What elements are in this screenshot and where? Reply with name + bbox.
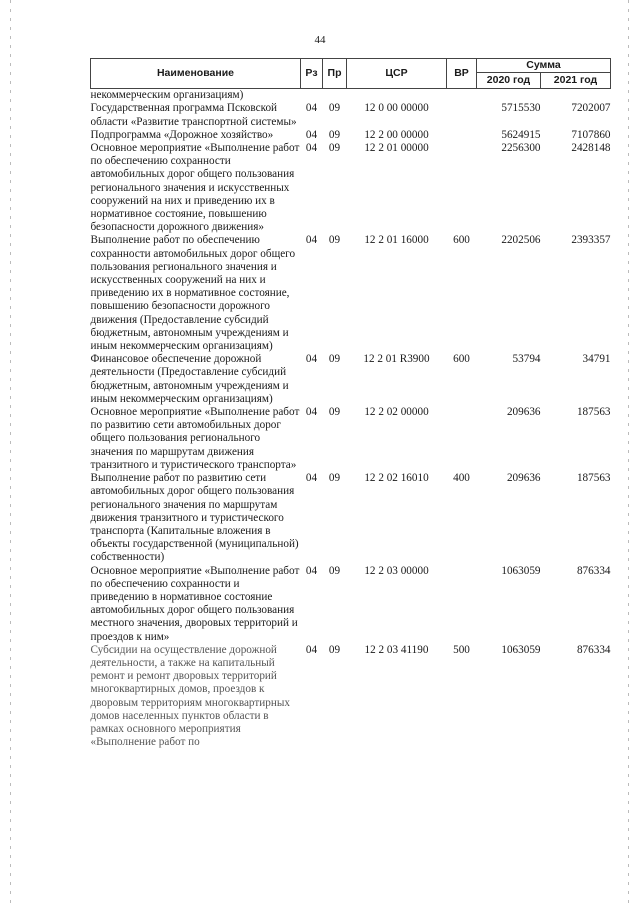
row-pr: 09 [328,102,341,115]
budget-table [90,58,611,749]
row-sum-2020: 1063059 [501,564,541,577]
table-row [91,89,611,103]
header-year-2021: 2021 год [541,73,611,89]
row-name: Выполнение работ по развитию сети автомобильных дорог общего пользования регионального значения по маршрутам движения транзитного и туристического транспорта (Капитальные вложения в объекты государственной (муниципальной) собственности) [90,472,299,564]
row-rz: 04 [305,564,318,577]
row-sum-2020 [477,89,541,103]
row-rz [301,89,323,103]
table-row [91,142,611,234]
table-row [91,472,611,564]
table-row [91,353,611,406]
row-pr: 09 [328,128,341,141]
row-pr: 09 [328,353,341,366]
row-vr [447,89,477,103]
row-csr: 12 2 02 16010 [364,472,429,485]
row-csr: 12 2 01 16000 [364,234,429,247]
row-csr: 12 2 03 00000 [364,564,429,577]
row-sum-2021: 187563 [576,406,611,419]
row-sum-2021 [541,89,611,103]
row-name: Государственная программа Псковской области «Развитие транспортной системы» [90,102,297,128]
row-name: Основное мероприятие «Выполнение работ по развитию сети автомобильных дорог общего пользования регионального значения по маршрутам движения транзитного и туристического транспорта» [90,406,300,471]
table-header [91,59,611,89]
row-pr: 09 [328,142,341,155]
header-year-2020: 2020 год [477,73,541,89]
scan-edge-left [10,0,11,905]
row-vr [447,102,477,128]
row-vr [447,129,477,142]
row-vr [447,565,477,644]
row-pr [323,89,347,103]
row-sum-2020: 209636 [506,472,541,485]
row-name: Субсидии на осуществление дорожной деятельности, а также на капитальный ремонт и ремонт дворовых территорий многоквартирных домов, проездов к дворовым территориям многоквартирных домов населенных пунктов области в рамках основного мероприятия «Выполнение работ по [90,643,290,749]
header-sum: Сумма [477,59,611,73]
scan-edge-right [628,0,629,905]
table-row [91,565,611,644]
row-sum-2020: 1063059 [501,643,541,656]
row-csr: 12 2 01 R3900 [363,353,430,366]
row-sum-2021: 7107860 [571,128,611,141]
table-row [91,234,611,353]
row-pr: 09 [328,234,341,247]
table-row [91,406,611,472]
row-pr: 09 [328,564,341,577]
table-row [91,644,611,750]
row-name: Выполнение работ по обеспечению сохранности автомобильных дорог общего пользования регионального значения и искусственных сооружений на них и приведению их в нормативное состояние, повышению безопасности дорожного движения (Предоставление субсидий бюджетным, автономным учреждениям и иным некоммерческим организациям) [90,234,296,353]
header-name: Наименование [91,59,301,89]
row-rz: 04 [305,234,318,247]
row-sum-2020: 5715530 [501,102,541,115]
row-vr: 600 [453,353,470,366]
page-number: 44 [314,34,326,46]
header-rz: Рз [301,59,323,89]
row-rz: 04 [305,406,318,419]
row-name: Финансовое обеспечение дорожной деятельности (Предоставление субсидий бюджетным, автономным учреждениям и иным некоммерческим организациям) [90,353,289,405]
row-name: Основное мероприятие «Выполнение работ по обеспечению сохранности автомобильных дорог общего пользования регионального значения и искусственных сооружений на них и приведению их в нормативное состояние, повышению безопасности дорожного движения» [90,142,300,234]
row-sum-2020: 5624915 [501,128,541,141]
row-sum-2020: 209636 [506,406,541,419]
row-csr: 12 0 00 00000 [364,102,429,115]
row-pr: 09 [328,472,341,485]
row-sum-2020: 2256300 [501,142,541,155]
header-csr: ЦСР [347,59,447,89]
row-csr: 12 2 01 00000 [364,142,429,155]
row-name: Основное мероприятие «Выполнение работ по обеспечению сохранности и приведению в нормативное состояние автомобильных дорог общего пользования местного значения, дворовых территорий и проездов к ним» [90,564,300,643]
row-vr: 400 [453,472,470,485]
row-sum-2021: 876334 [576,564,611,577]
row-sum-2020: 53794 [512,353,541,366]
table-row [91,102,611,128]
row-sum-2021: 187563 [576,472,611,485]
table-body [91,89,611,750]
header-vr: ВР [447,59,477,89]
row-name: Подпрограмма «Дорожное хозяйство» [90,128,274,141]
row-csr: 12 2 00 00000 [364,128,429,141]
table-row [91,129,611,142]
row-sum-2021: 2393357 [571,234,611,247]
row-sum-2020: 2202506 [501,234,541,247]
row-rz: 04 [305,643,318,656]
row-csr [347,89,447,103]
row-vr: 600 [453,234,470,247]
row-vr [447,142,477,234]
row-csr: 12 2 03 41190 [364,643,429,656]
row-sum-2021: 7202007 [571,102,611,115]
row-vr: 500 [453,643,470,656]
row-sum-2021: 876334 [576,643,611,656]
row-vr [447,406,477,472]
row-sum-2021: 34791 [582,353,611,366]
header-pr: Пр [323,59,347,89]
row-rz: 04 [305,472,318,485]
row-rz: 04 [305,102,318,115]
row-pr: 09 [328,406,341,419]
row-sum-2021: 2428148 [571,142,611,155]
row-rz: 04 [305,128,318,141]
row-name: некоммерческим организациям) [90,89,244,102]
row-rz: 04 [305,142,318,155]
row-rz: 04 [305,353,318,366]
row-pr: 09 [328,643,341,656]
row-csr: 12 2 02 00000 [364,406,429,419]
